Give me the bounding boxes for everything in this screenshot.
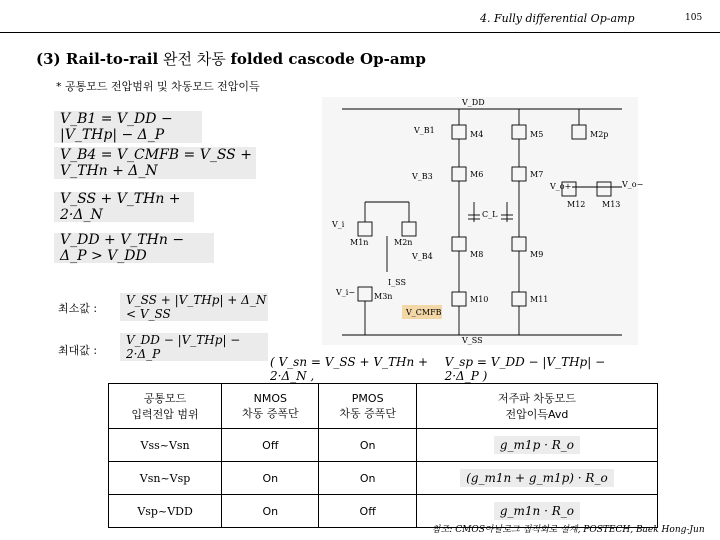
label-vo-plus: V_o+ [550,182,572,191]
label-vb1: V_B1 [414,126,435,135]
max-equation: V_DD − |V_THp| − 2·Δ_P [120,333,268,361]
label-m9: M9 [530,250,544,259]
label-m7: M7 [530,170,544,179]
label-vo-minus: V_o− [622,180,644,189]
label-m8: M8 [470,250,484,259]
range-vsp: V_sp = V_DD − |V_THp| − 2·Δ_P ) [444,355,606,383]
label-m12: M12 [567,200,586,209]
label-vi: V_i [332,220,345,229]
equation-vb4: V_B4 = V_CMFB = V_SS + V_THn + Δ_N [54,147,256,179]
table-cell-gain [416,429,657,462]
equation-vb1: V_B1 = V_DD − |V_THp| − Δ_P [54,111,202,143]
page-title [36,48,426,69]
table-cell-nmos: Off [222,429,319,462]
label-cl: C_L [482,210,498,219]
table-cell-range: Vsp~VDD [109,495,222,528]
range-definitions [270,357,620,381]
label-m13: M13 [602,200,621,209]
title-korean: 완전 차동 [158,50,231,68]
table-header-row [109,384,658,429]
label-m11: M11 [530,295,549,304]
label-vss: V_SS [462,336,483,345]
max-label: 최대값 : [58,344,98,357]
page-number: 105 [685,13,703,23]
label-vi-minus: V_i− [336,288,356,297]
gain-formula: (g_m1n + g_m1p) · R_o [460,469,614,487]
table-header-pmos: PMOS 차동 증폭단 [319,384,416,429]
table-cell-pmos: On [319,462,416,495]
table-cell-pmos: Off [319,495,416,528]
gain-formula: g_m1p · R_o [494,436,580,454]
header-title: 4. Fully differential Op-amp [480,12,635,25]
table-cell-nmos: On [222,495,319,528]
label-m2n: M2n [394,238,413,247]
label-m6: M6 [470,170,484,179]
footer-reference: 참조: CMOS아날로그 집적회로 설계, POSTECH, Baek Hong-Jun [432,525,705,535]
table-cell-range: Vsn~Vsp [109,462,222,495]
table-cell-gain [416,462,657,495]
table-cell-range: Vss~Vsn [109,429,222,462]
min-equation: V_SS + |V_THp| + Δ_N < V_SS [120,293,268,321]
label-m2p: M2p [590,130,609,139]
label-vb3: V_B3 [412,172,433,181]
label-iss: I_SS [388,278,406,287]
table-row [109,429,658,462]
table-header-range: 공통모드 입력전압 범위 [109,384,222,429]
gain-formula: g_m1n · R_o [494,502,580,520]
label-m1n: M1n [350,238,369,247]
circuit-schematic [322,97,644,345]
equation-vdd-max: V_DD + V_THn − Δ_P > V_DD [54,233,214,263]
table-row [109,462,658,495]
label-vcmfb: V_CMFB [406,308,442,317]
table-cell-nmos: On [222,462,319,495]
label-m3n: M3n [374,292,393,301]
range-vsn: ( V_sn = V_SS + V_THn + 2·Δ_N , [270,355,429,383]
label-vdd: V_DD [462,98,485,107]
min-label: 최소값 : [58,302,98,315]
operating-modes-table [108,383,658,528]
header-rule [0,32,720,33]
title-suffix: folded cascode Op-amp [230,50,426,68]
table-header-gain: 저주파 차동모드 전압이득Avd [416,384,657,429]
table-cell-pmos: On [319,429,416,462]
label-m4: M4 [470,130,484,139]
label-m5: M5 [530,130,544,139]
table-header-nmos: NMOS 차동 증폭단 [222,384,319,429]
section-subtitle: * 공통모드 전압범위 및 차동모드 전압이득 [56,80,260,93]
schematic-svg [322,97,644,345]
label-vb4: V_B4 [412,252,433,261]
equation-vss-min: V_SS + V_THn + 2·Δ_N [54,192,194,222]
label-m10: M10 [470,295,489,304]
title-prefix: (3) Rail-to-rail [36,50,159,68]
